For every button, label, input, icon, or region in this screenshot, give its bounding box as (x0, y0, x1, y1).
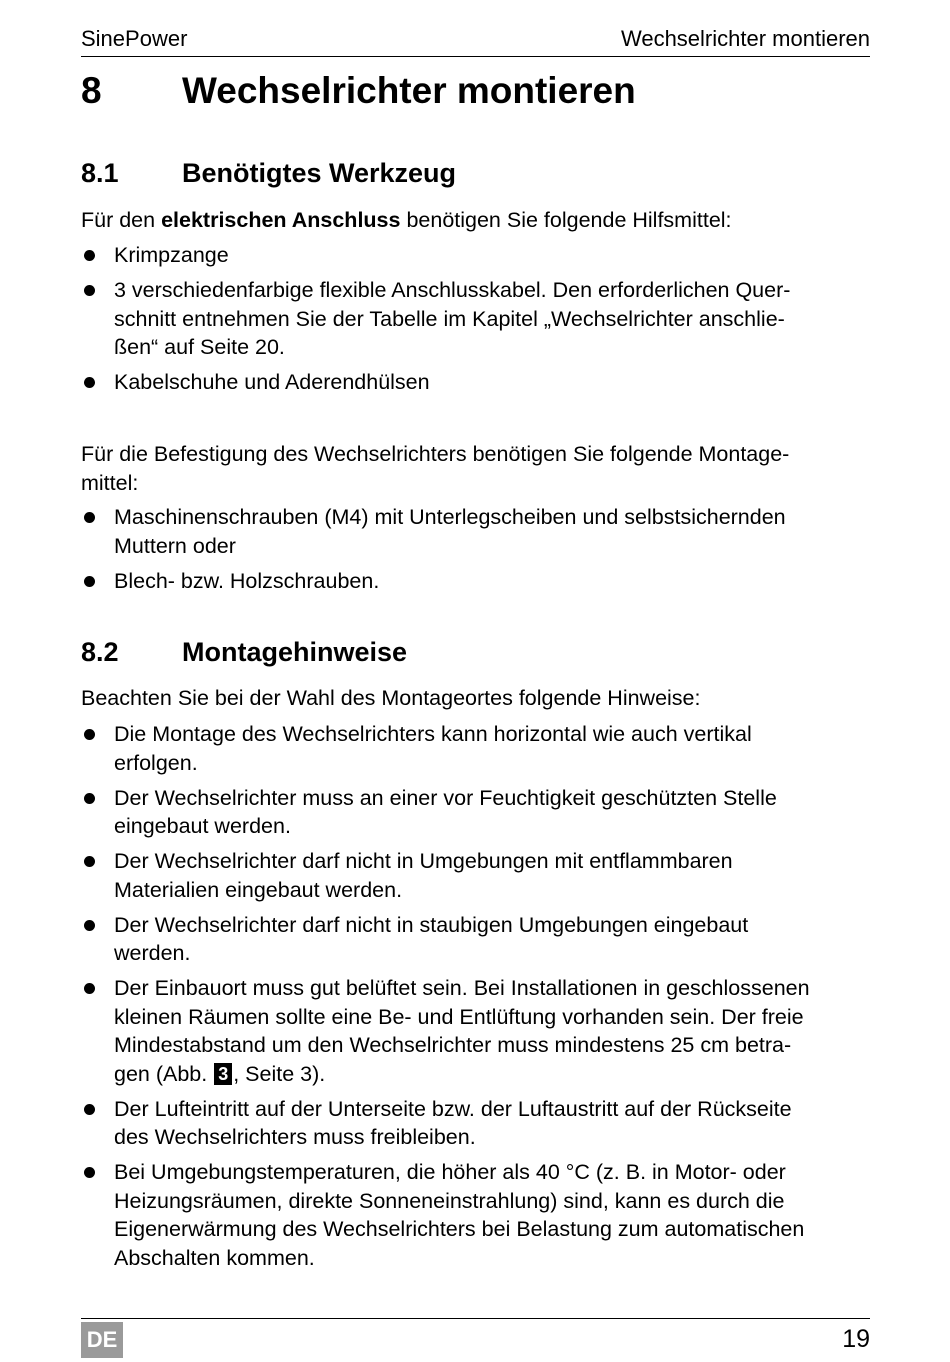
page-number: 19 (842, 1325, 870, 1353)
list-item-text: Kabelschuhe und Aderendhülsen (114, 370, 430, 394)
intro-text-end: benötigen Sie folgende Hilfsmittel: (400, 208, 732, 232)
footer-divider (81, 1318, 870, 1319)
list-item-text: Krimpzange (114, 243, 229, 267)
list-item (81, 847, 870, 904)
section-title: Montagehinweise (182, 637, 408, 667)
language-badge: DE (81, 1322, 123, 1358)
mounting-material-intro: Für die Befestigung des Wechselrichters benötigen Sie folgende Montage- mittel: (81, 442, 790, 495)
list-item-text: Der Wechselrichter muss an einer vor Feuchtigkeit geschützten Stelle eingebaut werden. (114, 785, 777, 838)
mounting-material-list (81, 503, 870, 602)
list-item (81, 276, 870, 362)
bullet-icon (84, 576, 95, 587)
tools-list (81, 241, 870, 403)
running-header (81, 24, 870, 57)
section-number: 8.2 (81, 637, 119, 667)
list-item (81, 368, 870, 397)
mounting-notes-list (81, 720, 870, 1279)
list-item-text: Der Lufteintritt auf der Unterseite bzw. der Luftaustritt auf der Rückseite des Wechselrichters muss freibleiben. (114, 1096, 792, 1149)
list-item (81, 720, 870, 777)
header-product-name: SinePower (81, 26, 188, 51)
list-item (81, 503, 870, 560)
chapter-title: Wechselrichter montieren (182, 70, 636, 111)
list-item-text: Maschinenschrauben (M4) mit Unterlegscheiben und selbstsichernden Muttern oder (114, 505, 786, 558)
bullet-icon (84, 983, 95, 994)
ventilation-text: Der Einbauort muss gut belüftet sein. Bei Installationen in geschlossenen kleinen Räumen sollte eine Be- und Entlüftung vorhanden sein. Der freie Mindestabstand um den Wechselrichter muss mindestens 25 cm betra- gen (Abb. (114, 976, 810, 1086)
list-item-text: Bei Umgebungstemperaturen, die höher als 40 °C (z. B. in Motor- oder Heizungsräumen, direkte Sonneneinstrahlung) sind, kann es durch die Eigenerwärmung des Wechselrichters bei Belastung zum automatischen Abschalten kommen. (114, 1160, 805, 1270)
bullet-icon (84, 512, 95, 523)
bullet-icon (84, 1167, 95, 1178)
mounting-notes-intro: Beachten Sie bei der Wahl des Montageortes folgende Hinweise: (81, 686, 701, 710)
list-item (81, 1095, 870, 1152)
list-item-text: Der Wechselrichter darf nicht in Umgebungen mit entflammbaren Materialien eingebaut werden. (114, 849, 733, 902)
list-item (81, 241, 870, 270)
intro-emphasis: elektrischen Anschluss (161, 208, 401, 232)
figure-reference-badge: 3 (214, 1063, 232, 1085)
ventilation-text-suffix: , Seite 3). (233, 1061, 326, 1086)
list-item (81, 911, 870, 968)
bullet-icon (84, 920, 95, 931)
list-item-text: Blech- bzw. Holzschrauben. (114, 568, 380, 593)
intro-text-start: Für den (81, 208, 162, 232)
list-item (81, 784, 870, 841)
bullet-icon (84, 1104, 95, 1115)
bullet-icon (84, 856, 95, 867)
section-title: Benötigtes Werkzeug (182, 158, 457, 188)
list-item-text: 3 verschiedenfarbige flexible Anschlusskabel. Den erforderlichen Quer- schnitt entnehmen Sie der Tabelle im Kapitel „Wechselrichter anschlie- ßen“ auf Seite 20. (114, 278, 791, 359)
bullet-icon (84, 285, 95, 296)
list-item (81, 1158, 870, 1272)
section-number: 8.1 (81, 158, 119, 188)
header-chapter-title: Wechselrichter montieren (620, 26, 870, 51)
list-item-text: Die Montage des Wechselrichters kann horizontal wie auch vertikal erfolgen. (114, 722, 752, 775)
list-item-text: Der Wechselrichter darf nicht in staubigen Umgebungen eingebaut werden. (114, 912, 749, 965)
bullet-icon (84, 250, 95, 261)
chapter-number: 8 (81, 70, 102, 111)
bullet-icon (84, 793, 95, 804)
bullet-icon (84, 729, 95, 740)
tools-intro-paragraph (81, 206, 870, 235)
bullet-icon (84, 377, 95, 388)
list-item (81, 974, 870, 1088)
list-item (81, 567, 870, 596)
list-item-text (114, 976, 810, 1086)
